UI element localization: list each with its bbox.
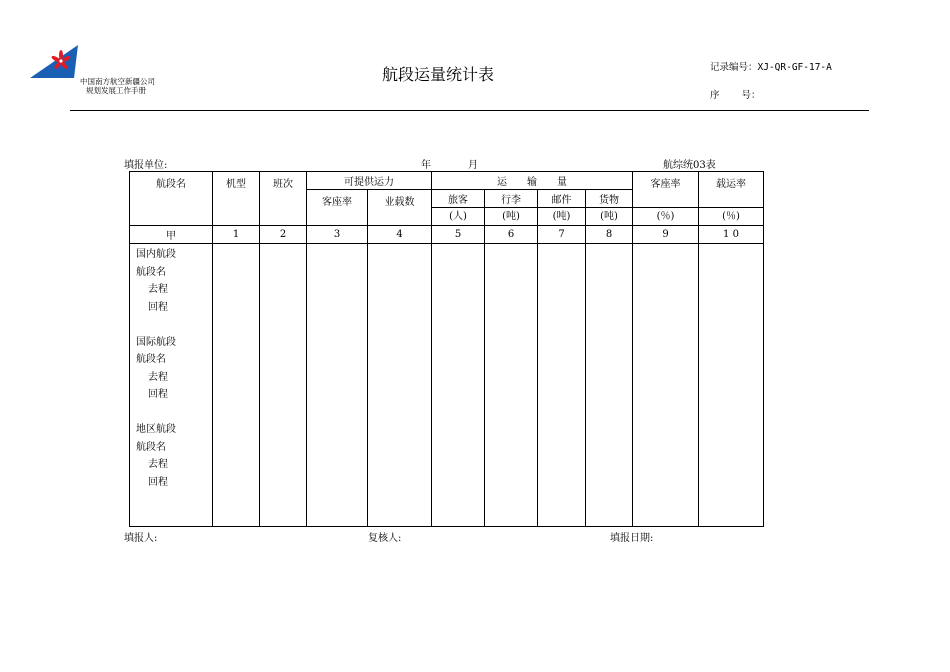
header-flights: 班次: [260, 172, 307, 226]
unit-carry-rate: (％): [699, 208, 764, 226]
header-aircraft: 机型: [213, 172, 260, 226]
seq-label-b: 号：: [741, 90, 761, 101]
header-payload: 业载数: [368, 190, 432, 226]
segment-name: 航段名: [136, 441, 166, 453]
outbound-label: 去程: [148, 371, 168, 383]
header-passenger: 旅客: [432, 190, 485, 208]
year-label: 年: [421, 160, 431, 171]
group-international: 国际航段: [136, 336, 176, 348]
unit-cargo: (吨): [586, 208, 633, 226]
group-regional: 地区航段: [136, 424, 176, 435]
company-name: [80, 77, 155, 95]
form-code: 航综统03表: [663, 160, 716, 171]
header-transport: 运 输 量: [432, 172, 633, 190]
data-cell-carry-rate: [699, 244, 764, 527]
data-cell-aircraft: [213, 244, 260, 527]
china-southern-logo: [30, 44, 80, 80]
seq-label-a: 序: [710, 90, 720, 101]
data-cell-passenger: [432, 244, 485, 527]
index-cell: 1: [213, 226, 260, 244]
reviewer-label: 复核人:: [368, 533, 402, 544]
index-cell: 1 0: [699, 226, 764, 244]
header-divider: [70, 110, 869, 111]
index-cell: 3: [307, 226, 368, 244]
header-carry-rate: 载运率: [699, 172, 764, 208]
header-capacity: 可提供运力: [307, 172, 432, 190]
return-label: 回程: [148, 389, 168, 400]
segment-name: 航段名: [136, 354, 166, 365]
data-cell-mail: [538, 244, 586, 527]
data-cell-load-factor: [633, 244, 699, 527]
index-cell: 4: [368, 226, 432, 244]
unit-label: 填报单位:: [124, 160, 168, 171]
group-domestic: 国内航段: [136, 249, 176, 260]
header-load-factor: 客座率: [633, 172, 699, 208]
unit-load-factor: (％): [633, 208, 699, 226]
index-cell: 5: [432, 226, 485, 244]
outbound-label: 去程: [148, 459, 168, 470]
segment-name: 航段名: [136, 266, 166, 278]
header-mail: 邮件: [538, 190, 586, 208]
index-row: [130, 226, 764, 244]
index-cell: 6: [485, 226, 538, 244]
data-cell-cargo: [586, 244, 633, 527]
date-label: 填报日期:: [610, 533, 654, 544]
unit-passenger: (人): [432, 208, 485, 226]
month-label: 月: [468, 160, 478, 171]
company-line2: 规划发展工作手册: [86, 86, 146, 95]
data-cell-baggage: [485, 244, 538, 527]
record-number: 记录编号：XJ-QR-GF-17-A: [710, 62, 832, 73]
index-cell: 甲: [130, 226, 213, 244]
segment-names-cell: [130, 244, 213, 527]
statistics-table: [129, 171, 764, 527]
data-cell-flights: [260, 244, 307, 527]
index-cell: 9: [633, 226, 699, 244]
filler-label: 填报人:: [124, 533, 158, 544]
return-label: 回程: [148, 476, 168, 488]
outbound-label: 去程: [148, 284, 168, 295]
company-line1: 中国南方航空新疆公司: [80, 77, 155, 86]
header-seats: 客座率: [307, 190, 368, 226]
index-cell: 7: [538, 226, 586, 244]
return-label: 回程: [148, 301, 168, 313]
data-cell-seats: [307, 244, 368, 527]
unit-baggage: (吨): [485, 208, 538, 226]
table-body-row: [130, 244, 764, 527]
header-segment: 航段名: [130, 172, 213, 226]
data-cell-payload: [368, 244, 432, 527]
sequence-number: [710, 87, 761, 101]
index-cell: 2: [260, 226, 307, 244]
index-cell: 8: [586, 226, 633, 244]
header-cargo: 货物: [586, 190, 633, 208]
header-baggage: 行李: [485, 190, 538, 208]
unit-mail: (吨): [538, 208, 586, 226]
page-title: 航段运量统计表: [382, 65, 495, 84]
